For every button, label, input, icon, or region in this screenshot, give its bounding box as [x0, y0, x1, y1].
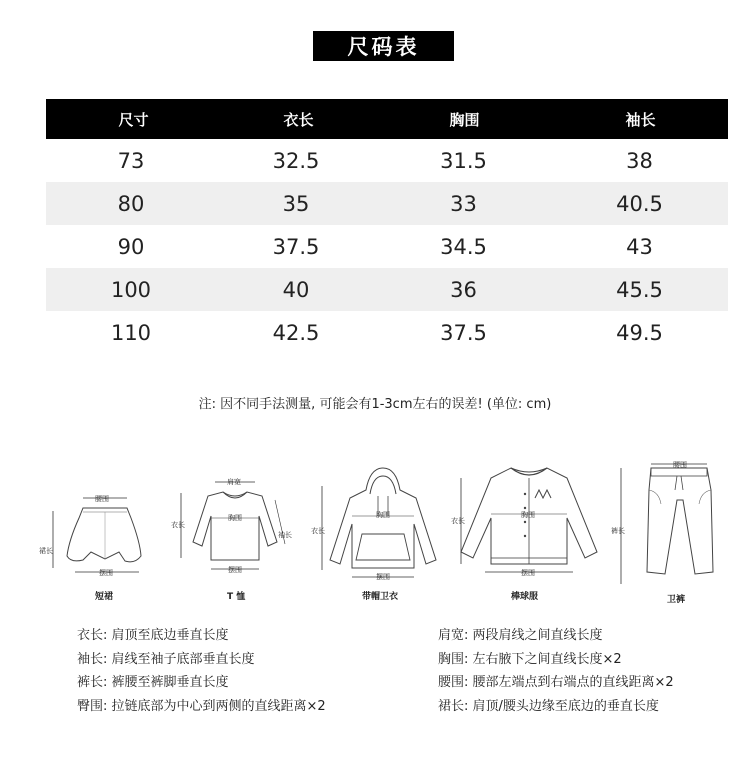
pants-waist-label: 腰围 [673, 461, 687, 469]
definitions-left [77, 624, 326, 718]
cell-chest: 33 [450, 191, 477, 216]
jacket-hem-label: 摆围 [521, 569, 535, 577]
definition-desc: 左右腋下之间直线长度×2 [472, 651, 622, 667]
cell-length: 35 [282, 191, 310, 216]
pants-length-label: 裤长 [611, 527, 625, 535]
cell-length: 42.5 [272, 320, 320, 345]
table-row [46, 311, 728, 354]
tshirt-chest-label: 胸围 [228, 514, 242, 522]
jacket-chest-label: 胸围 [521, 511, 535, 519]
definition-item [77, 624, 326, 648]
skirt-hem-label: 摆围 [99, 569, 113, 577]
definition-term: 腰围: [438, 675, 469, 690]
size-table [46, 99, 728, 354]
skirt-figure [39, 460, 145, 605]
cell-chest: 37.5 [440, 320, 487, 345]
definition-term: 裤长: [77, 675, 108, 690]
page-title: 尺码表 [313, 31, 454, 61]
jacket-icon [455, 460, 610, 585]
definition-item [77, 671, 326, 695]
jacket-name: 棒球服 [511, 592, 539, 602]
table-row [46, 139, 728, 182]
tshirt-sleeve-label: 袖长 [278, 531, 292, 539]
hoodie-name: 带帽卫衣 [362, 592, 399, 602]
definition-desc: 两段肩线之间直线长度 [472, 628, 603, 643]
tshirt-length-label: 衣长 [171, 521, 185, 529]
definition-desc: 肩顶/腰头边缘至底边的垂直长度 [472, 698, 659, 714]
header-chest: 胸围 [449, 110, 480, 129]
cell-size: 80 [117, 191, 145, 216]
cell-size: 73 [117, 148, 145, 173]
definition-desc: 肩顶至底边垂直长度 [111, 628, 229, 643]
header-length: 衣长 [283, 110, 314, 129]
definition-term: 裙长: [438, 698, 469, 714]
definition-item [438, 671, 674, 695]
cell-chest: 31.5 [440, 148, 487, 173]
table-header [46, 99, 728, 139]
table-row [46, 268, 728, 311]
cell-size: 110 [110, 320, 152, 345]
definition-item [438, 695, 674, 719]
definition-term: 衣长: [77, 628, 108, 643]
skirt-icon [45, 460, 145, 585]
jacket-length-label: 衣长 [451, 517, 465, 525]
definition-item [77, 648, 326, 672]
jacket-figure [451, 460, 610, 605]
pants-name: 卫裤 [667, 595, 686, 605]
tshirt-hem-label: 摆围 [228, 566, 242, 574]
hoodie-icon [318, 460, 448, 585]
cell-chest: 36 [450, 277, 477, 302]
definition-item [438, 648, 674, 672]
definition-term: 臀围: [77, 698, 108, 714]
cell-sleeve: 43 [626, 234, 653, 259]
measurement-note: 注: 因不同手法测量, 可能会有1-3cm左右的误差! (单位: cm) [198, 397, 552, 412]
pants-figure [611, 460, 725, 605]
cell-length: 37.5 [272, 234, 320, 259]
definition-item [438, 624, 674, 648]
tshirt-shoulder-label: 肩宽 [227, 478, 241, 486]
table-row [46, 182, 728, 225]
hoodie-length-label: 衣长 [311, 527, 325, 535]
definition-desc: 拉链底部为中心到两侧的直线距离×2 [111, 698, 326, 714]
definition-term: 肩宽: [438, 628, 469, 643]
hoodie-figure [311, 460, 448, 605]
header-sleeve: 袖长 [625, 110, 656, 129]
definitions-right [438, 624, 674, 718]
cell-length: 32.5 [272, 148, 320, 173]
cell-size: 100 [110, 277, 152, 302]
pants-icon [615, 460, 725, 585]
tshirt-figure [171, 460, 292, 605]
definition-term: 袖长: [77, 651, 108, 667]
tshirt-name: T 恤 [227, 592, 246, 602]
skirt-name: 短裙 [95, 592, 114, 602]
skirt-length-label: 裙长 [39, 547, 53, 555]
cell-sleeve: 49.5 [616, 320, 663, 345]
header-size: 尺寸 [118, 110, 149, 129]
cell-length: 40 [282, 277, 310, 302]
definition-item [77, 695, 326, 719]
definition-term: 胸围: [438, 651, 469, 667]
cell-sleeve: 38 [626, 148, 653, 173]
hoodie-hem-label: 摆围 [376, 573, 390, 581]
skirt-waist-label: 腰围 [95, 495, 109, 503]
cell-sleeve: 45.5 [616, 277, 663, 302]
cell-size: 90 [117, 234, 145, 259]
table-row [46, 225, 728, 268]
hoodie-chest-label: 胸围 [376, 511, 390, 519]
cell-sleeve: 40.5 [616, 191, 663, 216]
definition-desc: 肩线至袖子底部垂直长度 [111, 651, 255, 667]
definition-desc: 裤腰至裤脚垂直长度 [111, 675, 229, 690]
definition-desc: 腰部左端点到右端点的直线距离×2 [472, 675, 674, 690]
cell-chest: 34.5 [440, 234, 487, 259]
